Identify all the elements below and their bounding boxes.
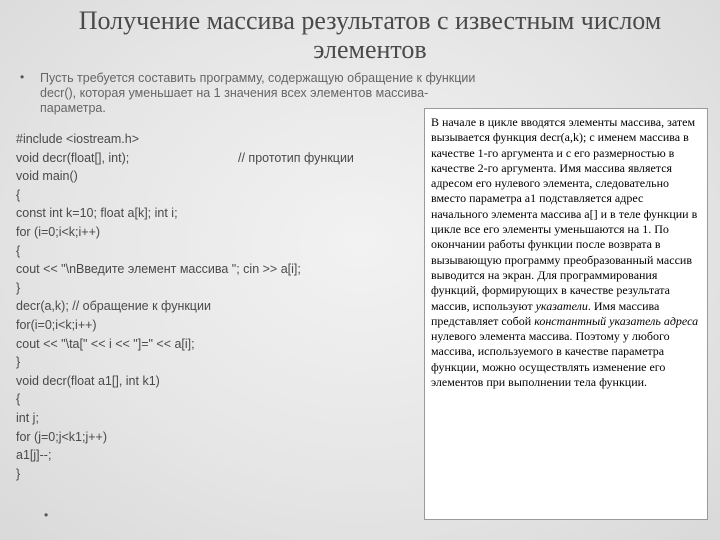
bullet-marker-empty: • bbox=[44, 508, 49, 522]
code-line: for (i=0;i<k;i++) bbox=[16, 224, 101, 239]
intro-text: Пусть требуется составить программу, содержащую обращение к функции decr(), которая уменьшает на 1 значения всех элементов массива-параметра. bbox=[40, 71, 476, 115]
code-line: } bbox=[16, 280, 21, 295]
code-line: cout << "\nВведите элемент массива "; cin >> a[i]; bbox=[16, 262, 301, 277]
code-line: const int k=10; float a[k]; int i; bbox=[16, 206, 178, 221]
code-line-prototype bbox=[16, 149, 416, 168]
code-line: { bbox=[16, 243, 21, 258]
code-line: cout << "\ta[" << i << "]=" << a[i]; bbox=[16, 336, 195, 351]
code-line: int j; bbox=[16, 410, 39, 425]
code-line: void decr(float a1[], int k1) bbox=[16, 373, 160, 388]
note-emphasis: константный указатель адреса bbox=[534, 313, 699, 328]
note-text: В начале в цикле вводятся элементы массива, затем вызывается функция decr(a,k); с именем массива в качестве 1-го аргумента и с его размерностью в качестве 2-го аргумента. Имя массива является адресом его нулевого элемента, следовательно вместо параметра a1 подставляется адрес начального элемента массива a[] и в теле функции в цикле все его элементы уменьшаются на 1. По окончании работы функции после возврата в вызывающую программу преобразованный массив выводится на экран. Для программирования функций, формирующих в качестве результата массив, используют bbox=[431, 115, 698, 313]
explanation-box bbox=[424, 108, 708, 520]
code-line: } bbox=[16, 355, 21, 370]
slide-title: Получение массива результатов с известным числом элементов bbox=[78, 6, 662, 64]
code-line: } bbox=[16, 466, 21, 481]
note-emphasis: указатели bbox=[535, 298, 588, 313]
code-line: { bbox=[16, 392, 21, 407]
code-line: void main() bbox=[16, 169, 78, 184]
code-line: a1[j]--; bbox=[16, 448, 52, 463]
code-line: decr(a,k); // обращение к функции bbox=[16, 299, 211, 314]
code-line: #include <iostream.h> bbox=[16, 132, 139, 146]
note-text: нулевого элемента массива. Поэтому у любого массива, используемого в качестве параметра функции, можно осуществлять изменение его элементов при выполнении тела функции. bbox=[431, 329, 670, 390]
code-line: for (j=0;j<k1;j++) bbox=[16, 429, 108, 444]
code-line: for(i=0;i<k;i++) bbox=[16, 317, 97, 332]
code-line-text: void decr(float[], int); bbox=[16, 150, 130, 165]
code-block bbox=[16, 130, 416, 483]
bullet-marker: • bbox=[20, 70, 25, 84]
note-text: . Имя массива представляет собой bbox=[431, 298, 660, 328]
code-comment: // прототип функции bbox=[238, 150, 354, 165]
code-line: { bbox=[16, 187, 21, 202]
